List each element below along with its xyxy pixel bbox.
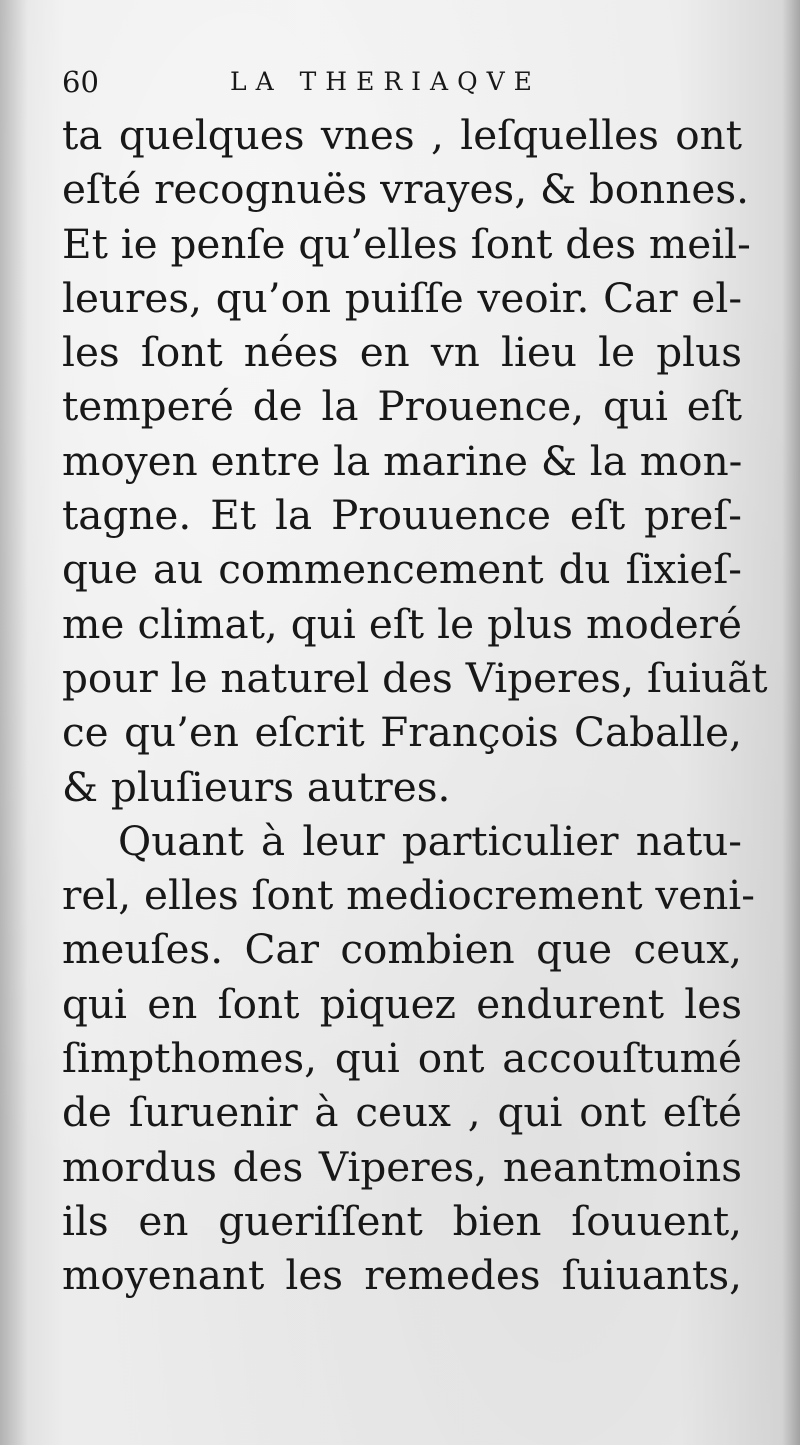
text-line: rel, elles ſont mediocrement veni- bbox=[62, 871, 755, 920]
text-line: & pluſieurs autres. bbox=[62, 762, 451, 811]
text-line: tagne. Et la Prouuence eſt preſ- bbox=[62, 491, 742, 540]
text-line: moyen entre la marine & la mon- bbox=[62, 436, 743, 485]
text-line: que au commencement du ſixieſ- bbox=[62, 545, 742, 594]
text-line: de ſuruenir à ceux , qui ont eſté bbox=[62, 1088, 742, 1137]
body-text bbox=[62, 108, 768, 1303]
text-line: Et ie penſe qu’elles ſont des meil- bbox=[62, 219, 751, 268]
page-number: 60 bbox=[62, 65, 99, 99]
text-line: Quant à leur particulier natu- bbox=[118, 816, 742, 865]
text-line: leures, qu’on puiſſe veoir. Car el- bbox=[62, 273, 742, 322]
text-line: me climat, qui eſt le plus moderé bbox=[62, 599, 742, 648]
running-head bbox=[62, 62, 742, 102]
text-line: eſté recognuës vrayes, & bonnes. bbox=[62, 165, 749, 214]
text-line: meuſes. Car combien que ceux, bbox=[62, 925, 742, 974]
text-line: ce qu’en eſcrit François Caballe, bbox=[62, 708, 742, 757]
text-line: ta quelques vnes , leſquelles ont bbox=[62, 111, 742, 159]
text-line: ſimpthomes, qui ont accouſtumé bbox=[62, 1034, 742, 1083]
text-line: temperé de la Prouence, qui eſt bbox=[62, 382, 742, 431]
text-line: moyenant les remedes ſuiuants, bbox=[62, 1251, 742, 1300]
text-line: les ſont nées en vn lieu le plus bbox=[62, 328, 742, 377]
text-line: mordus des Viperes, neantmoins bbox=[62, 1142, 742, 1191]
running-title: LA THERIAQVE bbox=[230, 67, 541, 96]
text-line: pour le naturel des Viperes, ſuiuãt bbox=[62, 653, 768, 702]
text-line: ils en gueriſſent bien ſouuent, bbox=[62, 1196, 742, 1245]
text-line: qui en ſont piquez endurent les bbox=[62, 979, 742, 1028]
